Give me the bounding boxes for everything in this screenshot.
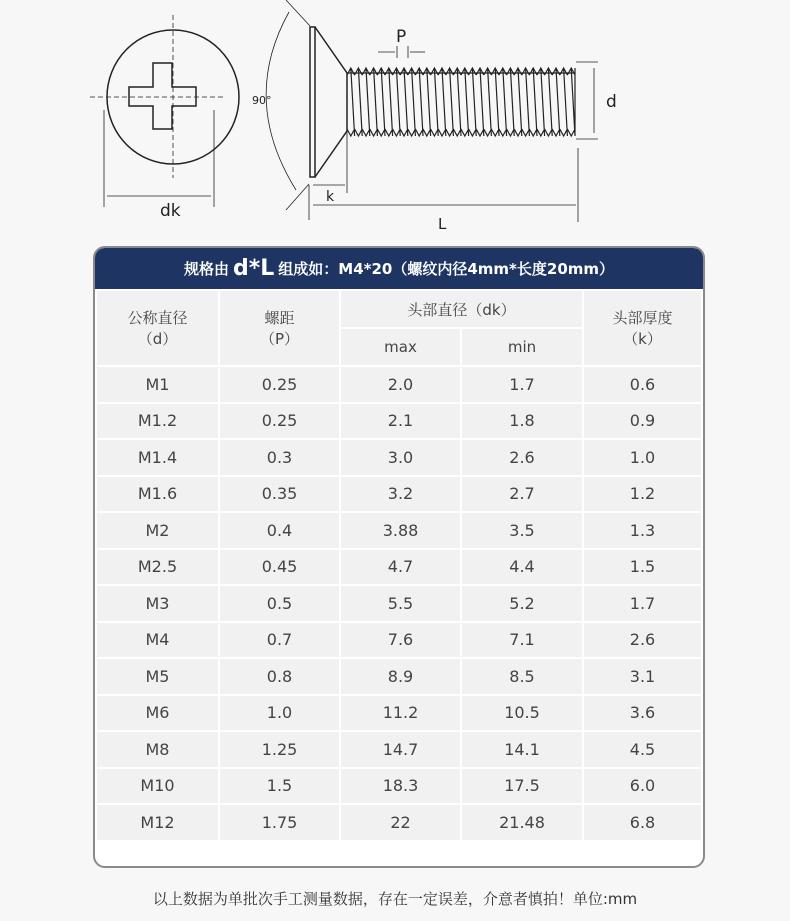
table-cell: 0.4 — [219, 512, 340, 549]
table-cell: 10.5 — [461, 695, 583, 732]
table-row — [96, 549, 702, 586]
table-cell: 2.7 — [461, 476, 583, 513]
screw-diagram — [0, 0, 790, 240]
table-cell: 21.48 — [461, 804, 583, 841]
table-cell: 1.7 — [583, 585, 702, 622]
table-cell: 0.35 — [219, 476, 340, 513]
table-cell: 1.8 — [461, 403, 583, 440]
label-dk: dk — [160, 201, 181, 221]
spec-table — [95, 289, 703, 842]
table-cell: 17.5 — [461, 768, 583, 805]
table-cell: 3.2 — [340, 476, 461, 513]
table-cell: 14.7 — [340, 731, 461, 768]
table-cell: 6.8 — [583, 804, 702, 841]
table-cell: 22 — [340, 804, 461, 841]
footer-note: 以上数据为单批次手工测量数据，存在一定误差，介意者慎拍！单位:mm — [152, 890, 638, 908]
table-row — [96, 403, 702, 440]
table-cell: 3.0 — [340, 439, 461, 476]
table-cell: 0.8 — [219, 658, 340, 695]
table-cell: M4 — [96, 622, 219, 659]
table-row — [96, 731, 702, 768]
table-cell: 0.3 — [219, 439, 340, 476]
table-cell: 11.2 — [340, 695, 461, 732]
table-row — [96, 695, 702, 732]
table-cell: 0.5 — [219, 585, 340, 622]
table-cell: M1 — [96, 366, 219, 403]
table-cell: 1.0 — [583, 439, 702, 476]
table-cell: 3.88 — [340, 512, 461, 549]
head-top-view — [90, 15, 239, 207]
table-cell: 1.0 — [219, 695, 340, 732]
header-pitch: 螺距 （P） — [219, 290, 340, 366]
label-angle: 90° — [252, 94, 272, 107]
table-cell: 1.2 — [583, 476, 702, 513]
table-cell: 0.45 — [219, 549, 340, 586]
table-cell: M2.5 — [96, 549, 219, 586]
table-cell: 18.3 — [340, 768, 461, 805]
header-head-diameter: 头部直径（dk） — [340, 290, 583, 328]
table-cell: M10 — [96, 768, 219, 805]
table-cell: 0.25 — [219, 403, 340, 440]
label-l: L — [438, 215, 447, 233]
header-nominal-diameter: 公称直径 （d） — [96, 290, 219, 366]
table-cell: 3.6 — [583, 695, 702, 732]
table-title — [95, 248, 703, 289]
header-max: max — [340, 328, 461, 366]
table-cell: 2.1 — [340, 403, 461, 440]
table-row — [96, 366, 702, 403]
table-cell: 0.7 — [219, 622, 340, 659]
table-cell: M12 — [96, 804, 219, 841]
table-cell: 1.7 — [461, 366, 583, 403]
table-cell: M1.2 — [96, 403, 219, 440]
table-cell: 1.75 — [219, 804, 340, 841]
table-cell: 14.1 — [461, 731, 583, 768]
table-cell: 1.5 — [583, 549, 702, 586]
table-cell: 6.0 — [583, 768, 702, 805]
table-row — [96, 622, 702, 659]
table-cell: 8.5 — [461, 658, 583, 695]
table-cell: 5.2 — [461, 585, 583, 622]
table-row — [96, 512, 702, 549]
label-k: k — [326, 189, 335, 205]
table-cell: M1.6 — [96, 476, 219, 513]
table-cell: 2.0 — [340, 366, 461, 403]
table-cell: 3.1 — [583, 658, 702, 695]
table-cell: 4.4 — [461, 549, 583, 586]
table-cell: 1.5 — [219, 768, 340, 805]
table-cell: M6 — [96, 695, 219, 732]
table-cell: M1.4 — [96, 439, 219, 476]
table-cell: 4.5 — [583, 731, 702, 768]
table-row — [96, 476, 702, 513]
table-cell: M3 — [96, 585, 219, 622]
table-cell: 3.5 — [461, 512, 583, 549]
table-cell: 8.9 — [340, 658, 461, 695]
header-min: min — [461, 328, 583, 366]
title-suffix: 组成如：M4*20（螺纹内径4mm*长度20mm） — [278, 260, 615, 278]
table-cell: 0.6 — [583, 366, 702, 403]
spec-table-card — [93, 246, 705, 868]
table-row — [96, 658, 702, 695]
table-cell: 0.25 — [219, 366, 340, 403]
table-cell: 5.5 — [340, 585, 461, 622]
table-row — [96, 804, 702, 841]
label-d: d — [606, 92, 617, 112]
table-cell: M8 — [96, 731, 219, 768]
table-cell: 1.3 — [583, 512, 702, 549]
table-cell: 7.6 — [340, 622, 461, 659]
table-cell: 0.9 — [583, 403, 702, 440]
header-head-thickness: 头部厚度 （k） — [583, 290, 702, 366]
table-cell: M2 — [96, 512, 219, 549]
table-cell: 2.6 — [461, 439, 583, 476]
title-formula: d*L — [232, 256, 275, 281]
table-cell: 2.6 — [583, 622, 702, 659]
table-cell: 4.7 — [340, 549, 461, 586]
table-cell: 1.25 — [219, 731, 340, 768]
table-row — [96, 585, 702, 622]
table-cell: 7.1 — [461, 622, 583, 659]
label-p: P — [396, 27, 407, 47]
table-row — [96, 768, 702, 805]
screw-side-view — [266, 0, 598, 222]
table-cell: M5 — [96, 658, 219, 695]
table-row — [96, 439, 702, 476]
title-prefix: 规格由 — [183, 260, 229, 278]
